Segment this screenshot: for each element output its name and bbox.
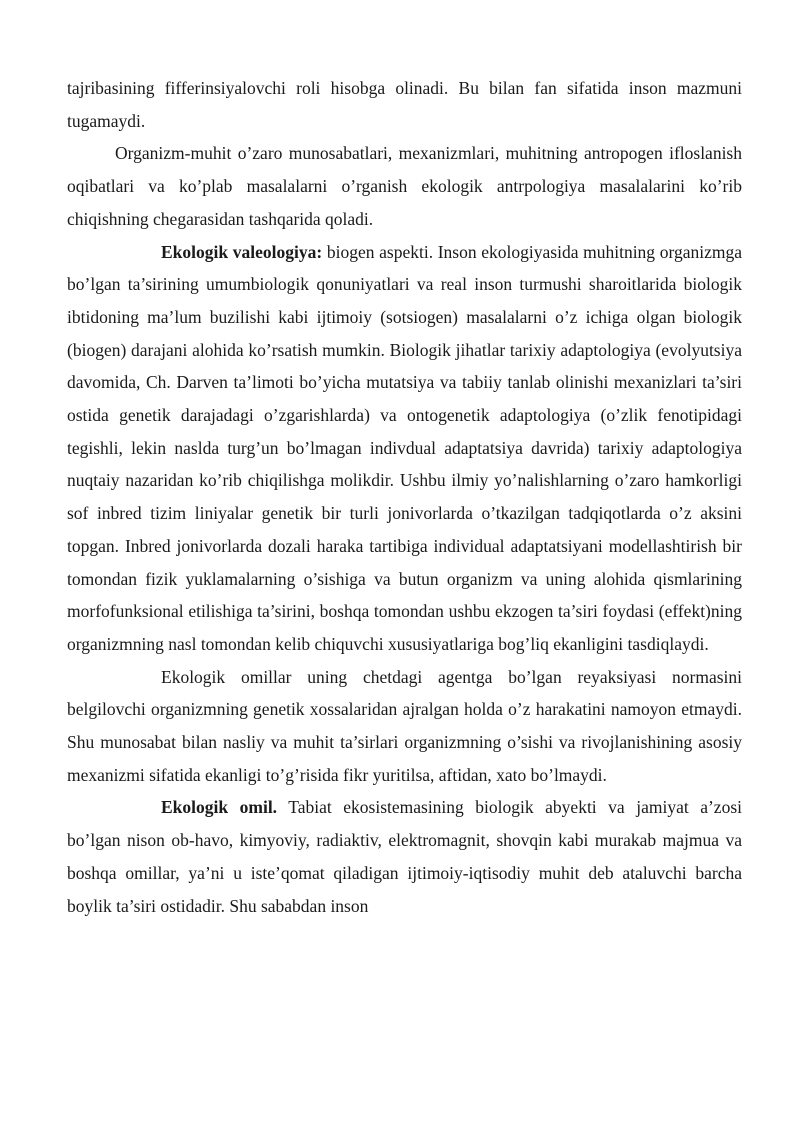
- paragraph-text: biogen aspekti. Inson ekologiyasida muhitning organizmga bo’lgan ta’sirining umumbiologik qonuniyatlari va real inson turmushi sharoitlarida biologik ibtidoning ma’lum buzilishi kabi ijtimoiy (sotsiogen) masalalarni o’z ichiga olgan biologik (biogen) darajani alohida ko’rsatish mumkin. Biologik jihatlar tarixiy adaptologiya (evolyutsiya davomida, Ch. Darven ta’limoti bo’yicha mutatsiya va tabiiy tanlab olinishi mexanizlari ta’siri ostida genetik darajadagi o’zgarishlarda) va ontogenetik adaptologiya (o’zlik fenotipidagi tegishli, lekin naslda turg’un bo’lmagan indivdual adaptatsiya davrida) tarixiy adaptologiya nuqtaiy nazaridan ko’rib chiqilishga molikdir. Ushbu ilmiy yo’nalishlarning o’zaro hamkorligi sof inbred tizim liniyalar genetik bir turli jonivorlarda o’tkazilgan tadqiqotlarda o’z aksini topgan. Inbred jonivorlarda dozali haraka tartibiga individual adaptatsiyani modellashtirish bir tomondan fizik yuklamalarning o’sishiga va butun organizm va uning alohida qismlarining morfofunksional etilishiga ta’sirini, boshqa tomondan ushbu ekzogen ta’siri foydasi (effekt)ning organizmning nasl tomondan kelib chiquvchi xususiyatlariga bog’liq ekanligini tasdiqlaydi.: [67, 241, 742, 654]
- paragraph-text: Organizm-muhit o’zaro munosabatlari, mexanizmlari, muhitning antropogen ifloslanish oqibatlari va ko’plab masalalarni o’rganish ekologik antrpologiya masalalarini ko’rib chiqishning chegarasidan tashqarida qoladi.: [67, 143, 742, 229]
- document-body: [67, 72, 742, 922]
- paragraph-text: Ekologik omillar uning chetdagi agentga bo’lgan reyaksiyasi normasini belgilovchi organizmning genetik xossalaridan ajralgan holda o’z harakatini namoyon etmaydi. Shu munosabat bilan nasliy va muhit ta’sirlari organizmning o’sishi va rivojlanishining asosiy mexanizmi sifatida ekanligi to’g’risida fikr yuritilsa, aftidan, xato bo’lmaydi.: [67, 666, 742, 785]
- paragraph-ekologik-omillar: [67, 661, 742, 792]
- paragraph-heading: Ekologik omil.: [161, 797, 278, 818]
- paragraph-text: tajribasining fifferinsiyalovchi roli hisobga olinadi. Bu bilan fan sifatida inson mazmuni tugamaydi.: [67, 78, 742, 131]
- paragraph-organizm-muhit: [67, 137, 742, 235]
- paragraph-text: Tabiat ekosistemasining biologik abyekti va jamiyat a’zosi bo’lgan nison ob-havo, kimyoviy, radiaktiv, elektromagnit, shovqin kabi murakab majmua va boshqa omillar, ya’ni u iste’qomat qiladigan ijtimoiy-iqtisodiy muhit deb ataluvchi barcha boylik ta’siri ostidadir. Shu sababdan inson: [67, 797, 742, 916]
- paragraph-continuation: [67, 72, 742, 137]
- paragraph-ekologik-omil: [67, 791, 742, 922]
- paragraph-heading: Ekologik valeologiya:: [161, 241, 323, 262]
- paragraph-ekologik-valeologiya: [67, 236, 742, 661]
